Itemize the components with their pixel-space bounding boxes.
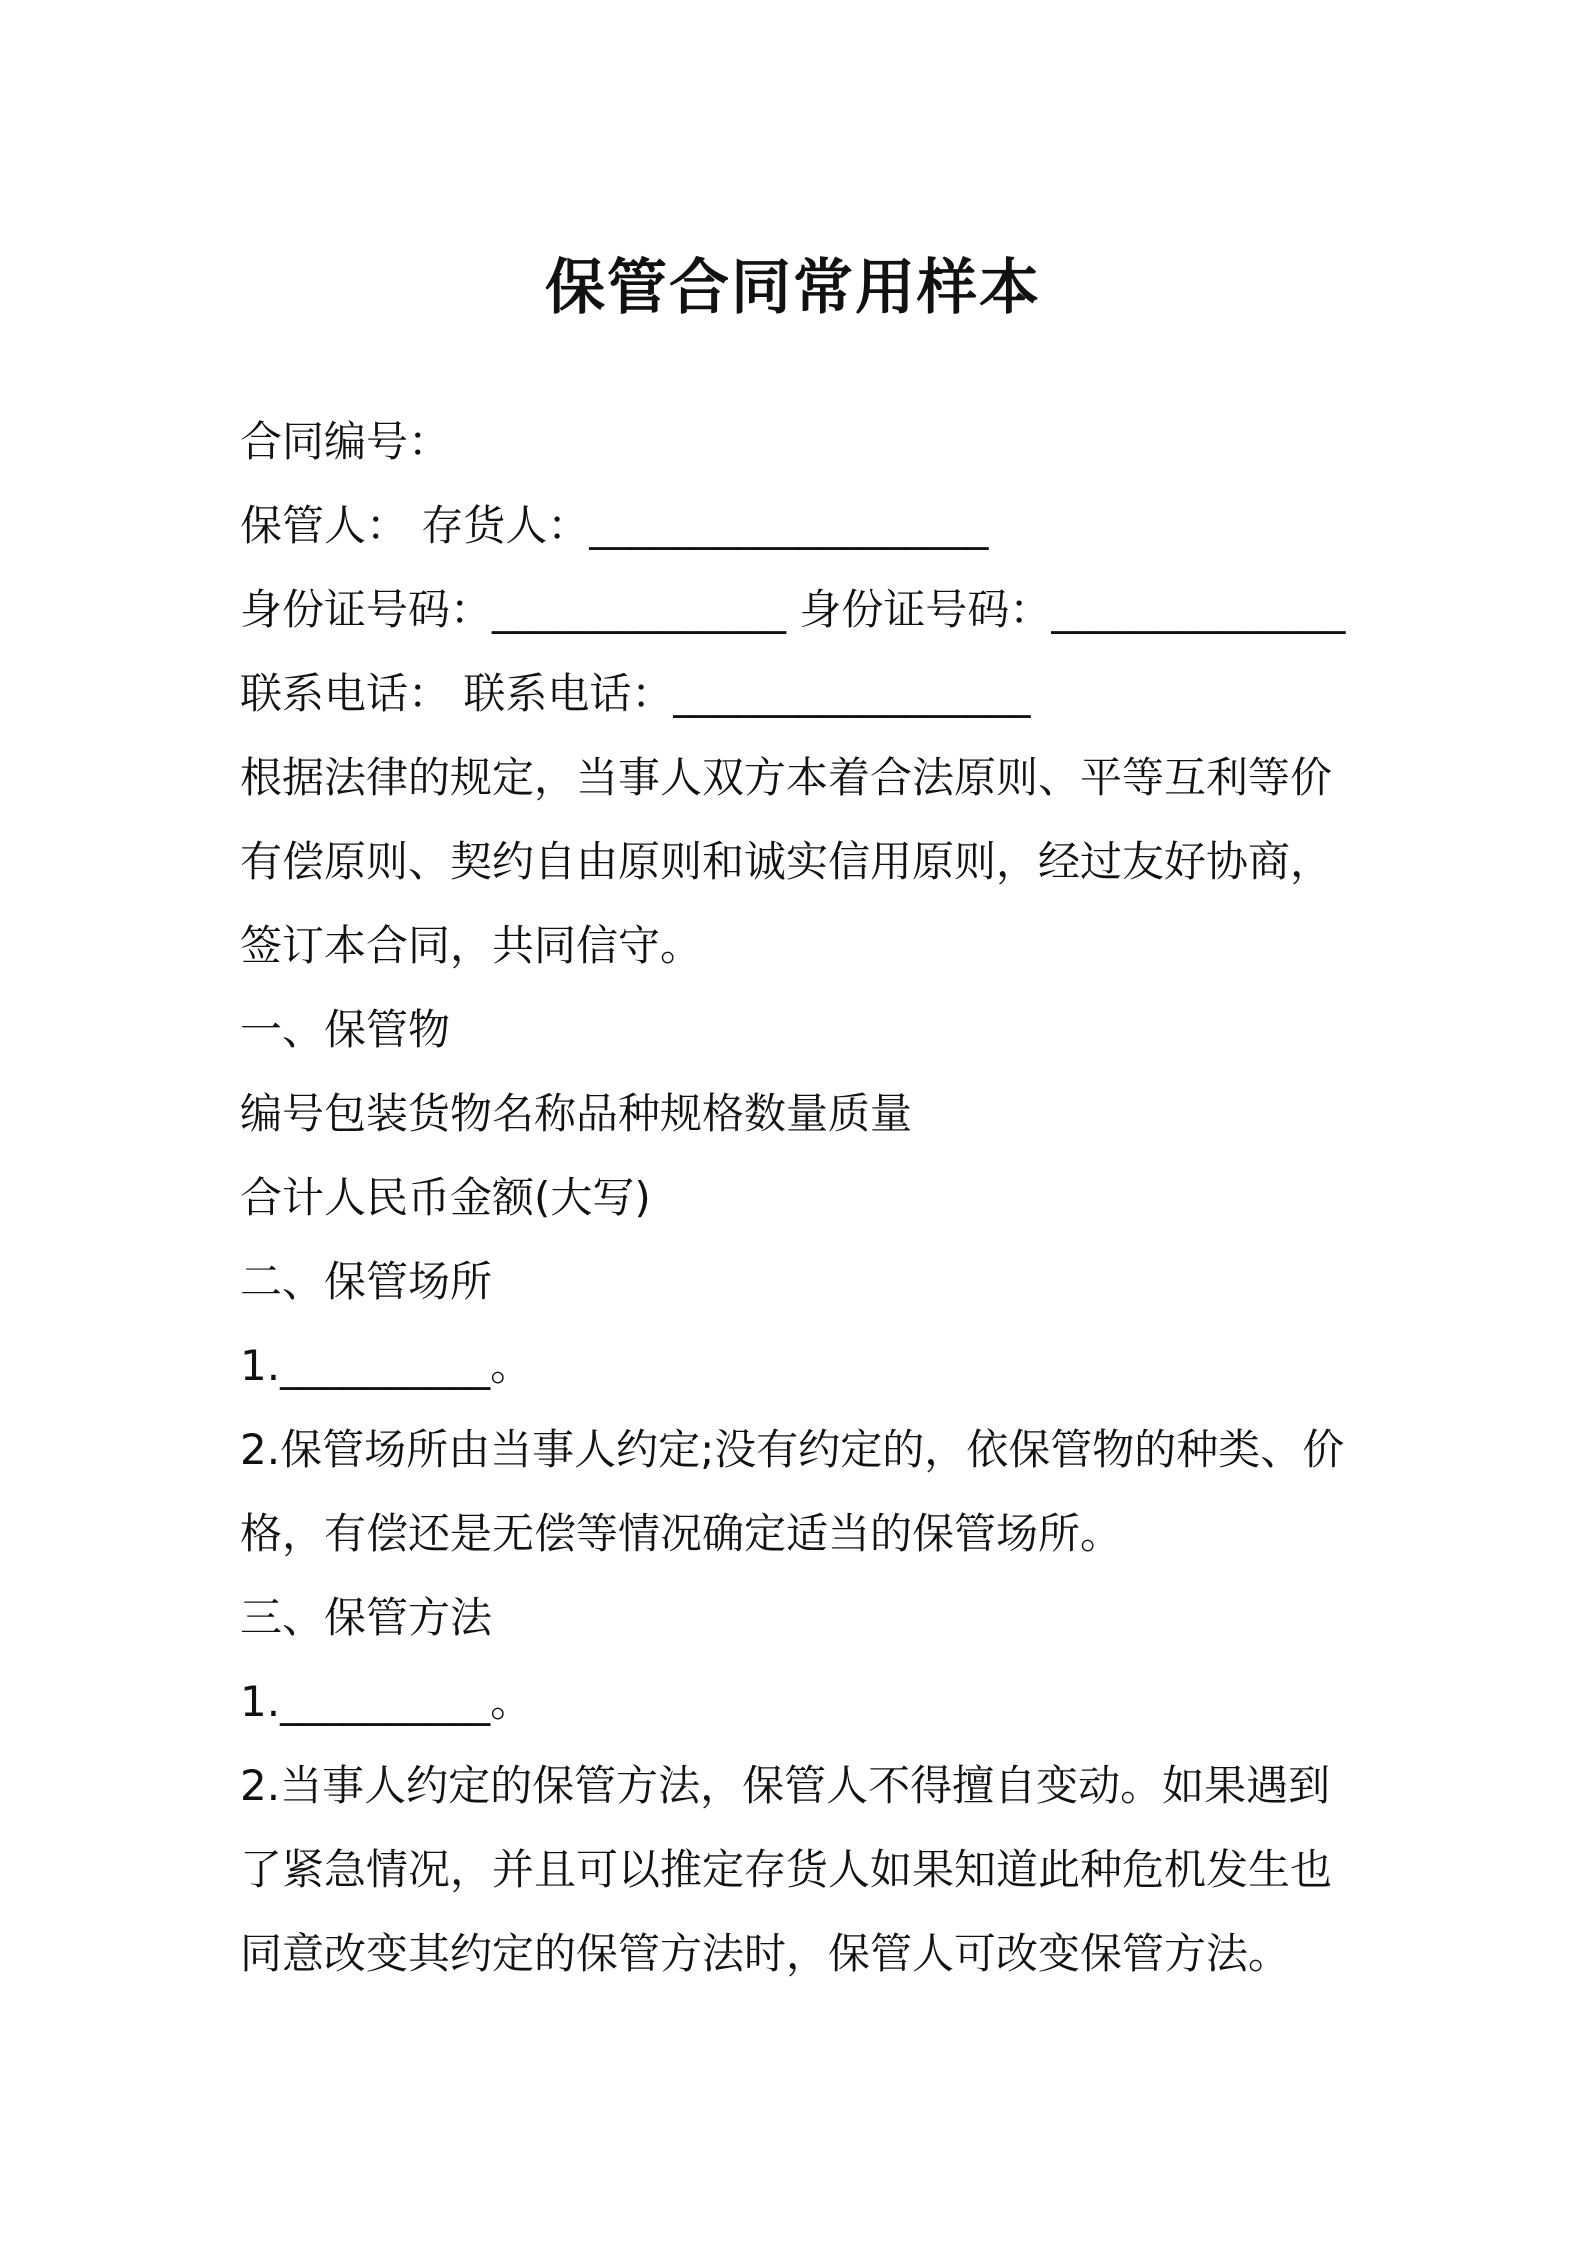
- section-3-heading: 三、保管方法: [240, 1593, 493, 1642]
- intro-line-1: 根据法律的规定，当事人双方本着合法原则、平等互利等价: [240, 753, 1333, 802]
- section-3-item-2-line-2: 了紧急情况，并且可以推定存货人如果知道此种危机发生也: [240, 1845, 1333, 1894]
- intro-line-2: 有偿原则、契约自由原则和诚实信用原则，经过友好协商，: [240, 837, 1333, 886]
- section-1-heading: 一、保管物: [240, 1005, 451, 1054]
- section-2-item-2-line-1: 2.保管场所由当事人约定;没有约定的，依保管物的种类、价: [240, 1425, 1345, 1474]
- document-body: [240, 400, 1355, 1996]
- section-3-item-1: 1.__________。: [240, 1677, 533, 1726]
- phone-line: 联系电话： 联系电话：_________________: [240, 669, 1031, 718]
- document-title: 保管合同常用样本: [545, 253, 1041, 323]
- parties-line: 保管人： 存货人：___________________: [240, 501, 989, 550]
- section-1-total: 合计人民币金额(大写): [240, 1173, 651, 1222]
- intro-line-3: 签订本合同，共同信守。: [240, 921, 703, 970]
- section-3-item-2-line-1: 2.当事人约定的保管方法，保管人不得擅自变动。如果遇到: [240, 1761, 1331, 1810]
- section-2-heading: 二、保管场所: [240, 1257, 493, 1306]
- id-number-line: 身份证号码：______________ 身份证号码：______________: [240, 585, 1346, 634]
- section-1-fields: 编号包装货物名称品种规格数量质量: [240, 1089, 913, 1138]
- section-2-item-2-line-2: 格，有偿还是无偿等情况确定适当的保管场所。: [240, 1509, 1123, 1558]
- contract-number-line: 合同编号：: [240, 417, 451, 466]
- section-3-item-2-line-3: 同意改变其约定的保管方法时，保管人可改变保管方法。: [240, 1929, 1291, 1978]
- section-2-item-1: 1.__________。: [240, 1341, 533, 1390]
